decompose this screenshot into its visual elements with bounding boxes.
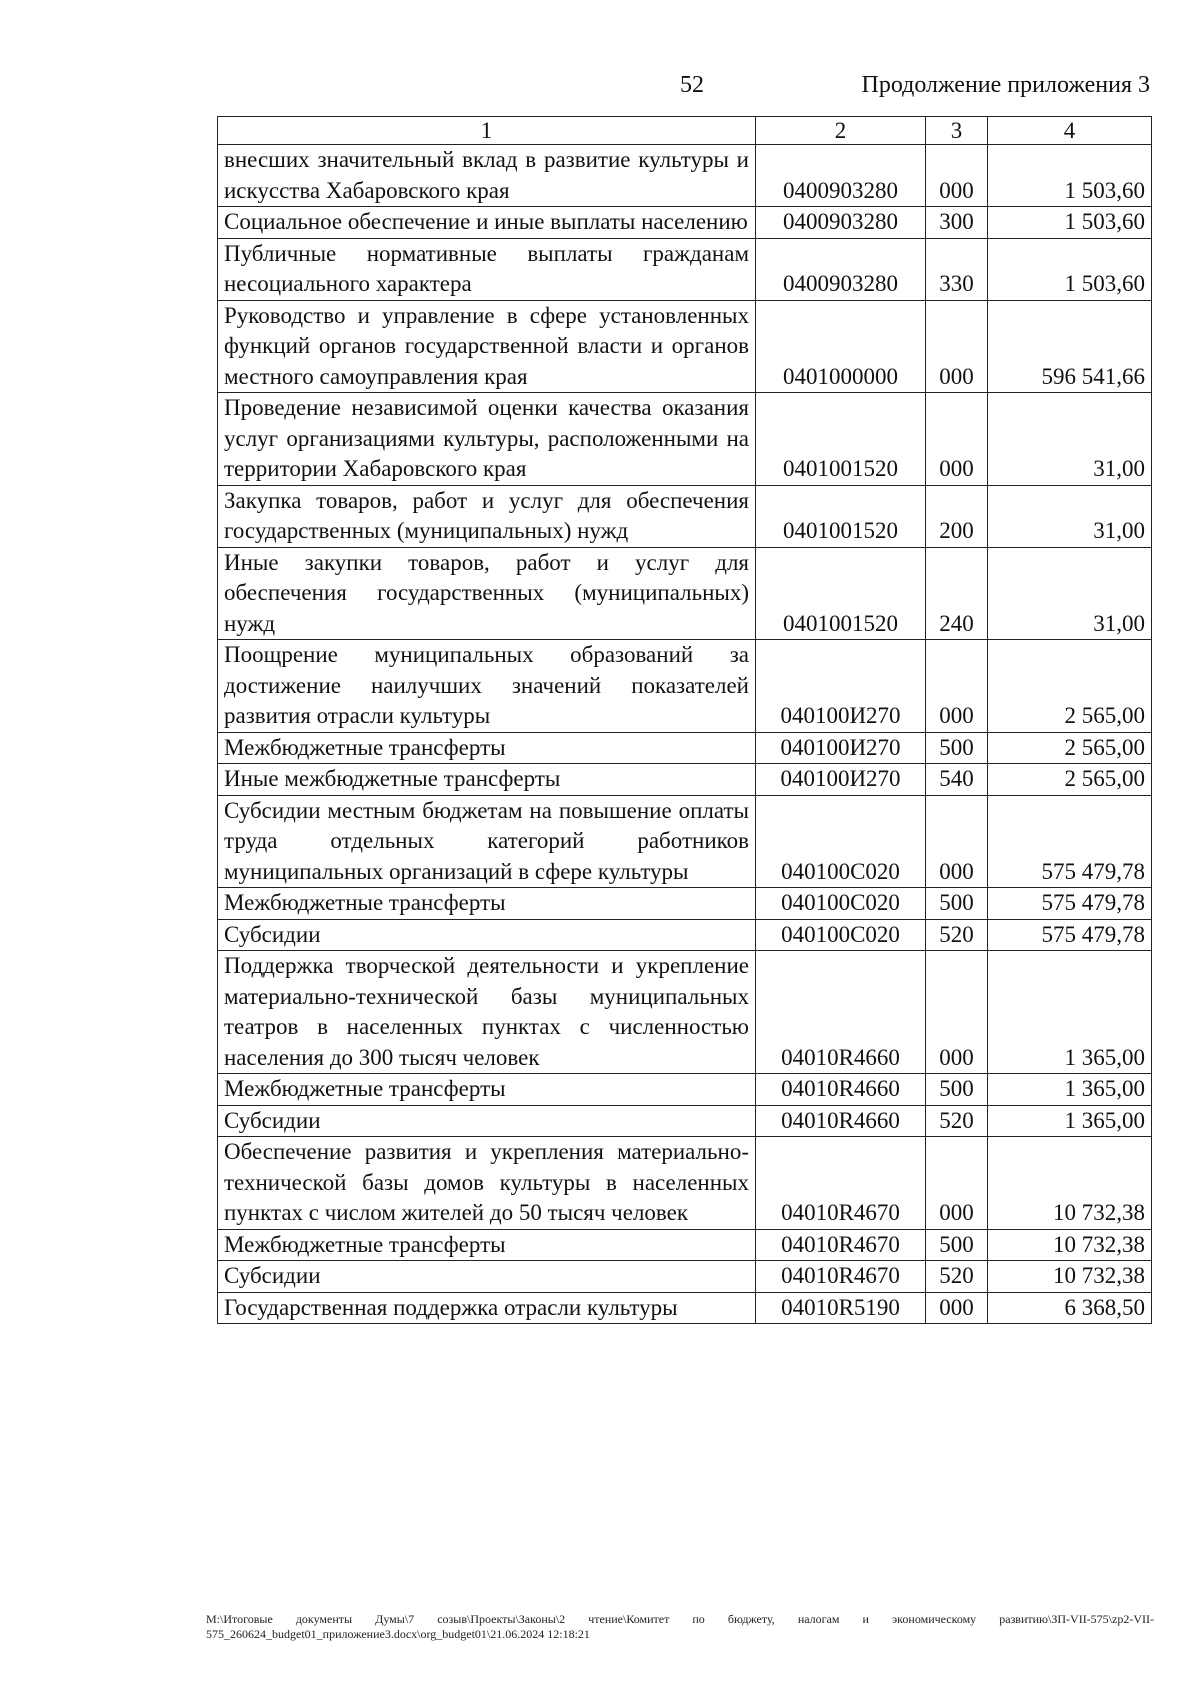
row-amount: 2 565,00 <box>988 640 1152 733</box>
row-code: 0400903280 <box>756 145 926 207</box>
row-type: 500 <box>926 1229 988 1261</box>
table-row <box>218 640 1152 733</box>
row-type: 330 <box>926 238 988 300</box>
row-code: 0401001520 <box>756 393 926 486</box>
row-amount: 31,00 <box>988 485 1152 547</box>
row-name: Межбюджетные трансферты <box>218 1074 756 1106</box>
row-amount: 1 503,60 <box>988 238 1152 300</box>
table-row <box>218 1105 1152 1137</box>
row-type: 000 <box>926 300 988 393</box>
table-row <box>218 1292 1152 1324</box>
table-body <box>218 145 1152 1324</box>
table-row <box>218 1261 1152 1293</box>
row-type: 520 <box>926 1261 988 1293</box>
row-type: 000 <box>926 393 988 486</box>
table-row <box>218 888 1152 920</box>
row-type: 240 <box>926 547 988 640</box>
column-header: 1 <box>218 117 756 145</box>
row-name: Закупка товаров, работ и услуг для обеспечения государственных (муниципальных) нужд <box>218 485 756 547</box>
row-name: Межбюджетные трансферты <box>218 1229 756 1261</box>
row-type: 300 <box>926 207 988 239</box>
row-code: 0400903280 <box>756 238 926 300</box>
row-name: Субсидии местным бюджетам на повышение оплаты труда отдельных категорий работников муниципальных организаций в сфере культуры <box>218 795 756 888</box>
row-amount: 2 565,00 <box>988 732 1152 764</box>
row-amount: 575 479,78 <box>988 795 1152 888</box>
row-name: Субсидии <box>218 919 756 951</box>
row-type: 500 <box>926 732 988 764</box>
row-amount: 31,00 <box>988 547 1152 640</box>
table-row <box>218 764 1152 796</box>
column-header: 4 <box>988 117 1152 145</box>
row-amount: 1 365,00 <box>988 1105 1152 1137</box>
row-name: Обеспечение развития и укрепления материально-технической базы домов культуры в населенных пунктах с числом жителей до 50 тысяч человек <box>218 1137 756 1230</box>
row-amount: 596 541,66 <box>988 300 1152 393</box>
row-type: 500 <box>926 1074 988 1106</box>
row-name: Государственная поддержка отрасли культуры <box>218 1292 756 1324</box>
row-code: 040100С020 <box>756 888 926 920</box>
row-code: 0401001520 <box>756 547 926 640</box>
row-type: 520 <box>926 919 988 951</box>
row-amount: 10 732,38 <box>988 1261 1152 1293</box>
row-amount: 1 365,00 <box>988 951 1152 1074</box>
row-code: 0400903280 <box>756 207 926 239</box>
row-name: Субсидии <box>218 1105 756 1137</box>
row-code: 04010R4660 <box>756 1074 926 1106</box>
row-name: Субсидии <box>218 1261 756 1293</box>
row-name: внесших значительный вклад в развитие культуры и искусства Хабаровского края <box>218 145 756 207</box>
table-row <box>218 1074 1152 1106</box>
row-name: Руководство и управление в сфере установленных функций органов государственной власти и органов местного самоуправления края <box>218 300 756 393</box>
row-type: 000 <box>926 640 988 733</box>
row-name: Иные закупки товаров, работ и услуг для обеспечения государственных (муниципальных) нужд <box>218 547 756 640</box>
row-code: 040100И270 <box>756 640 926 733</box>
table-row <box>218 795 1152 888</box>
table-row <box>218 207 1152 239</box>
table-row <box>218 1229 1152 1261</box>
row-amount: 1 503,60 <box>988 207 1152 239</box>
table-row <box>218 732 1152 764</box>
row-amount: 6 368,50 <box>988 1292 1152 1324</box>
row-type: 000 <box>926 795 988 888</box>
row-code: 04010R4670 <box>756 1229 926 1261</box>
row-type: 520 <box>926 1105 988 1137</box>
row-code: 04010R4660 <box>756 951 926 1074</box>
row-code: 0401000000 <box>756 300 926 393</box>
row-amount: 1 365,00 <box>988 1074 1152 1106</box>
table-row <box>218 485 1152 547</box>
row-type: 500 <box>926 888 988 920</box>
row-amount: 1 503,60 <box>988 145 1152 207</box>
table-row <box>218 951 1152 1074</box>
row-code: 040100С020 <box>756 919 926 951</box>
page-number: 52 <box>680 72 704 98</box>
table-row <box>218 145 1152 207</box>
row-type: 200 <box>926 485 988 547</box>
row-code: 04010R4670 <box>756 1137 926 1230</box>
row-amount: 31,00 <box>988 393 1152 486</box>
row-name: Иные межбюджетные трансферты <box>218 764 756 796</box>
row-name: Поддержка творческой деятельности и укрепление материально-технической базы муниципальных театров в населенных пунктах с численностью населения до 300 тысяч человек <box>218 951 756 1074</box>
column-header: 3 <box>926 117 988 145</box>
row-name: Проведение независимой оценки качества оказания услуг организациями культуры, расположенными на территории Хабаровского края <box>218 393 756 486</box>
row-code: 040100И270 <box>756 732 926 764</box>
row-name: Поощрение муниципальных образований за достижение наилучших значений показателей развития отрасли культуры <box>218 640 756 733</box>
row-name: Межбюджетные трансферты <box>218 732 756 764</box>
row-amount: 10 732,38 <box>988 1137 1152 1230</box>
table-row <box>218 1137 1152 1230</box>
row-type: 000 <box>926 145 988 207</box>
continuation-title: Продолжение приложения 3 <box>861 72 1150 98</box>
row-name: Публичные нормативные выплаты гражданам несоциального характера <box>218 238 756 300</box>
row-amount: 2 565,00 <box>988 764 1152 796</box>
file-path-footer: M:\Итоговые документы Думы\7 созыв\Проекты\Законы\2 чтение\Комитет по бюджету, налогам и экономическому развитию\ЗП-VII-575\zp2-VII-575_260624_budget01_приложение3.docx\org_budget01\21.06.2024 12:18:21 <box>206 1612 1154 1641</box>
row-amount: 575 479,78 <box>988 888 1152 920</box>
table-row <box>218 300 1152 393</box>
row-code: 04010R5190 <box>756 1292 926 1324</box>
row-code: 040100И270 <box>756 764 926 796</box>
row-code: 0401001520 <box>756 485 926 547</box>
row-code: 04010R4660 <box>756 1105 926 1137</box>
table-row <box>218 547 1152 640</box>
row-code: 04010R4670 <box>756 1261 926 1293</box>
table-row <box>218 919 1152 951</box>
column-header: 2 <box>756 117 926 145</box>
row-amount: 575 479,78 <box>988 919 1152 951</box>
row-type: 000 <box>926 1137 988 1230</box>
row-name: Социальное обеспечение и иные выплаты населению <box>218 207 756 239</box>
row-code: 040100С020 <box>756 795 926 888</box>
table-row <box>218 238 1152 300</box>
budget-table <box>217 116 1152 1324</box>
row-type: 540 <box>926 764 988 796</box>
table-header-row <box>218 117 1152 145</box>
row-type: 000 <box>926 1292 988 1324</box>
row-name: Межбюджетные трансферты <box>218 888 756 920</box>
row-amount: 10 732,38 <box>988 1229 1152 1261</box>
table-row <box>218 393 1152 486</box>
row-type: 000 <box>926 951 988 1074</box>
